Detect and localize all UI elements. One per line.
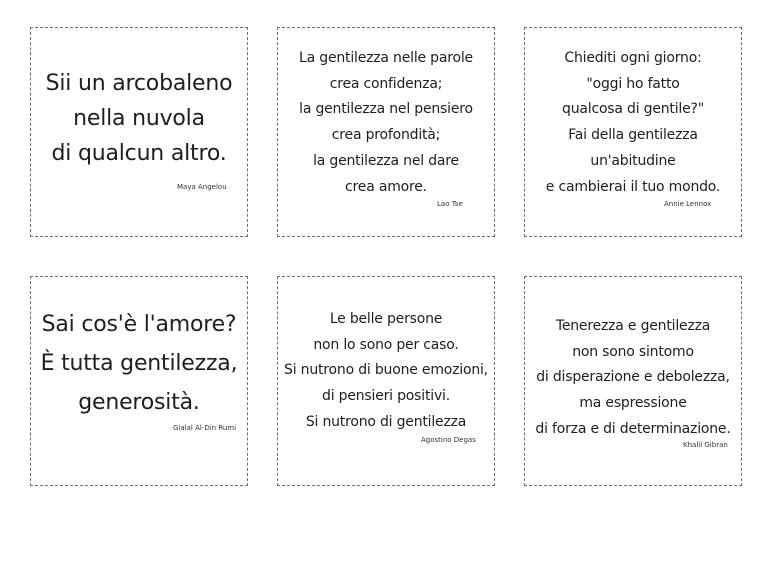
quote-author: Lao Tse <box>437 200 463 208</box>
quote-line: e cambierai il tuo mondo. <box>545 178 721 195</box>
quote-line: crea amore. <box>345 178 427 195</box>
quote-card-rumi <box>30 276 248 486</box>
quote-line: Le belle persone <box>329 311 443 327</box>
quote-line: È tutta gentilezza, <box>40 351 238 376</box>
quote-text <box>278 46 494 200</box>
quote-line: di disperazione e debolezza, <box>536 369 730 386</box>
quote-line: non sono sintomo <box>572 343 694 360</box>
quote-text <box>525 46 741 200</box>
quote-text <box>31 66 247 171</box>
quote-line: Sii un arcobaleno <box>45 71 233 96</box>
quote-card-degas <box>277 276 495 486</box>
quote-card-gibran <box>524 276 742 486</box>
quote-card-laotse <box>277 27 495 237</box>
quote-author: Agostino Degas <box>421 436 476 444</box>
quote-line: di pensieri positivi. <box>322 388 450 405</box>
quote-line: Sai cos'è l'amore? <box>41 312 237 337</box>
quote-line: crea profondità; <box>331 127 441 144</box>
quote-line: Si nutrono di buone emozioni, <box>284 362 488 379</box>
quote-line: la gentilezza nel pensiero <box>299 101 473 118</box>
quote-line: un'abitudine <box>590 152 676 169</box>
quote-author: Maya Angelou <box>177 183 227 191</box>
quote-author: Gialal Al-Din Rumi <box>173 424 237 432</box>
quote-line: di qualcun altro. <box>51 141 227 166</box>
quote-text <box>278 307 494 436</box>
quote-author: Khalil Gibran <box>683 441 728 449</box>
quote-text <box>525 314 741 443</box>
quote-line: qualcosa di gentile?" <box>562 101 704 118</box>
quote-line: Tenerezza e gentilezza <box>555 318 711 334</box>
quote-card-lennox <box>524 27 742 237</box>
quote-line: non lo sono per caso. <box>313 336 459 353</box>
quote-line: di forza e di determinazione. <box>535 420 731 437</box>
quote-line: Fai della gentilezza <box>568 127 698 144</box>
quote-line: ma espressione <box>579 395 687 412</box>
quote-author: Annie Lennox <box>664 200 712 208</box>
quote-card-angelou <box>30 27 248 237</box>
quote-line: nella nuvola <box>73 106 205 131</box>
quote-text <box>31 305 247 422</box>
quote-line: crea confidenza; <box>329 75 443 92</box>
quote-line: Chiediti ogni giorno: <box>564 50 702 66</box>
quote-line: la gentilezza nel dare <box>313 152 459 169</box>
quote-line: "oggi ho fatto <box>586 75 680 92</box>
quote-line: La gentilezza nelle parole <box>299 50 473 66</box>
quote-line: generosità. <box>78 390 200 415</box>
quote-line: Si nutrono di gentilezza <box>305 413 467 430</box>
